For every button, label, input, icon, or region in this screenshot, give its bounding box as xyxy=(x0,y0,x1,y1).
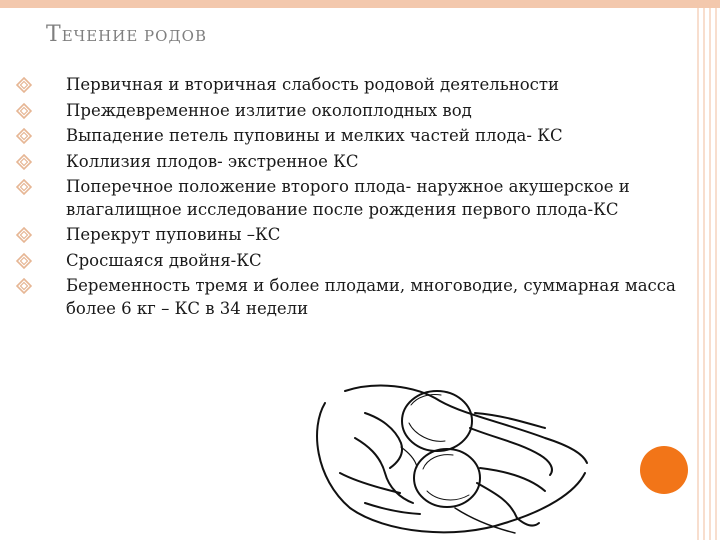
title-first-letter: Т xyxy=(46,22,62,47)
title-rest: ЕЧЕНИЕ РОДОВ xyxy=(61,27,207,45)
diamond-bullet-icon xyxy=(16,179,32,195)
bullet-text: Первичная и вторичная слабость родовой деятельности xyxy=(66,75,560,94)
diamond-bullet-icon xyxy=(16,77,32,93)
bullet-list xyxy=(16,74,676,323)
bullet-text: Перекрут пуповины –КС xyxy=(66,225,281,244)
bullet-text: Коллизия плодов- экстренное КС xyxy=(66,151,359,171)
bullet-text: Беременность тремя и более плодами, многоводие, суммарная масса более 6 кг – КС в 34 недели xyxy=(66,276,676,318)
orange-circle-decoration xyxy=(640,446,688,494)
bullet-item xyxy=(16,100,676,123)
bullet-text: Поперечное положение второго плода- наружное акушерское и влагалищное исследование после рождения первого плода-КС xyxy=(66,177,630,219)
diamond-bullet-icon xyxy=(16,227,32,243)
frame-right-border xyxy=(692,0,720,540)
bullet-text: Сросшаяся двойня-КС xyxy=(66,250,262,270)
bullet-item xyxy=(16,250,676,273)
bullet-text: Преждевременное излитие околоплодных вод xyxy=(66,100,472,120)
bullet-item xyxy=(16,224,676,247)
frame-right-lines xyxy=(692,0,720,540)
bullet-text: Выпадение петель пуповины и мелких частей плода- КС xyxy=(66,126,563,145)
bullet-item xyxy=(16,275,676,320)
diamond-bullet-icon xyxy=(16,278,32,294)
bullet-item xyxy=(16,176,676,221)
frame-top-border xyxy=(0,0,720,8)
diamond-bullet-icon xyxy=(16,128,32,144)
slide-title xyxy=(46,22,207,47)
diamond-bullet-icon xyxy=(16,103,32,119)
bullet-item xyxy=(16,151,676,174)
bullet-item xyxy=(16,74,676,97)
diamond-bullet-icon xyxy=(16,253,32,269)
twins-in-uterus-illustration xyxy=(305,383,590,540)
bullet-item xyxy=(16,125,676,148)
diamond-bullet-icon xyxy=(16,154,32,170)
